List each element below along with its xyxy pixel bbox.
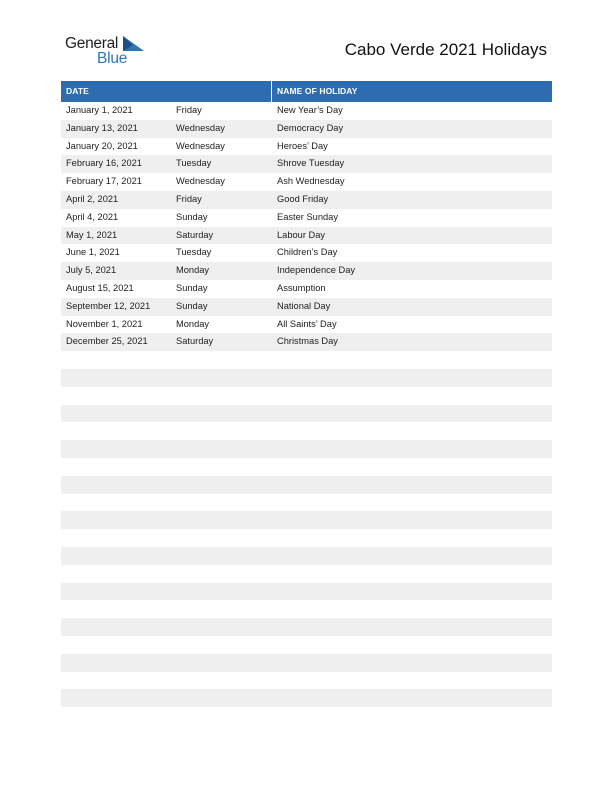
column-header-date: DATE [66, 86, 89, 96]
holiday-date: July 5, 2021 [66, 265, 117, 276]
table-row [61, 244, 552, 262]
table-row [61, 672, 552, 690]
holiday-weekday: Sunday [176, 211, 208, 222]
holiday-weekday: Sunday [176, 282, 208, 293]
holiday-name: Independence Day [277, 265, 356, 276]
header-divider [271, 81, 272, 102]
holiday-name: Good Friday [277, 193, 329, 204]
holiday-name: Christmas Day [277, 336, 338, 347]
holiday-name: National Day [277, 300, 331, 311]
table-row [61, 369, 552, 387]
holiday-weekday: Tuesday [176, 158, 212, 169]
table-row [61, 476, 552, 494]
table-row [61, 440, 552, 458]
table-row [61, 209, 552, 227]
table-row [61, 333, 552, 351]
table-row [61, 138, 552, 156]
table-row [61, 405, 552, 423]
holiday-weekday: Friday [176, 193, 202, 204]
table-row [61, 511, 552, 529]
table-row [61, 351, 552, 369]
generalblue-logo [65, 33, 155, 69]
holiday-date: August 15, 2021 [66, 282, 134, 293]
holiday-weekday: Monday [176, 318, 210, 329]
page-title: Cabo Verde 2021 Holidays [344, 40, 547, 59]
table-row [61, 618, 552, 636]
table-row [61, 316, 552, 334]
logo-word-general: General [65, 35, 119, 52]
holiday-name: Ash Wednesday [277, 176, 345, 187]
table-row [61, 191, 552, 209]
holiday-name: All Saints’ Day [277, 318, 337, 329]
holiday-name: Assumption [277, 282, 326, 293]
table-row [61, 120, 552, 138]
holiday-date: April 4, 2021 [66, 211, 119, 222]
table-body [61, 102, 552, 725]
holiday-weekday: Monday [176, 265, 210, 276]
table-row [61, 600, 552, 618]
holiday-date: January 20, 2021 [66, 140, 138, 151]
holiday-weekday: Saturday [176, 336, 214, 347]
table-row [61, 636, 552, 654]
holiday-date: September 12, 2021 [66, 300, 151, 311]
holiday-date: May 1, 2021 [66, 229, 118, 240]
table-row [61, 654, 552, 672]
holiday-name: Labour Day [277, 229, 326, 240]
table-row [61, 280, 552, 298]
logo-word-blue: Blue [97, 50, 128, 67]
table-row [61, 155, 552, 173]
table-row [61, 583, 552, 601]
holiday-date: February 16, 2021 [66, 158, 142, 169]
table-row [61, 529, 552, 547]
holiday-name: Democracy Day [277, 122, 344, 133]
table-row [61, 173, 552, 191]
table-row [61, 494, 552, 512]
column-header-holiday: NAME OF HOLIDAY [277, 86, 358, 96]
holiday-name: Heroes’ Day [277, 140, 328, 151]
holiday-weekday: Wednesday [176, 176, 225, 187]
table-row [61, 387, 552, 405]
holiday-weekday: Saturday [176, 229, 214, 240]
table-header [61, 81, 552, 102]
holiday-date: January 13, 2021 [66, 122, 138, 133]
table-row [61, 102, 552, 120]
holiday-name: New Year’s Day [277, 105, 343, 115]
table-row [61, 262, 552, 280]
holiday-weekday: Sunday [176, 300, 208, 311]
holidays-table [61, 81, 552, 725]
holiday-date: November 1, 2021 [66, 318, 143, 329]
holiday-weekday: Friday [176, 105, 202, 115]
holiday-name: Shrove Tuesday [277, 158, 345, 169]
holiday-name: Easter Sunday [277, 211, 338, 222]
holiday-weekday: Wednesday [176, 122, 225, 133]
holiday-name: Children’s Day [277, 247, 338, 258]
holiday-date: April 2, 2021 [66, 193, 119, 204]
table-row [61, 547, 552, 565]
holiday-date: January 1, 2021 [66, 105, 133, 115]
table-row [61, 227, 552, 245]
table-row [61, 707, 552, 725]
holiday-weekday: Wednesday [176, 140, 225, 151]
table-row [61, 565, 552, 583]
holiday-date: February 17, 2021 [66, 176, 142, 187]
holiday-date: December 25, 2021 [66, 336, 148, 347]
holiday-weekday: Tuesday [176, 247, 212, 258]
table-row [61, 458, 552, 476]
table-row [61, 689, 552, 707]
table-row [61, 422, 552, 440]
holiday-date: June 1, 2021 [66, 247, 120, 258]
table-row [61, 298, 552, 316]
